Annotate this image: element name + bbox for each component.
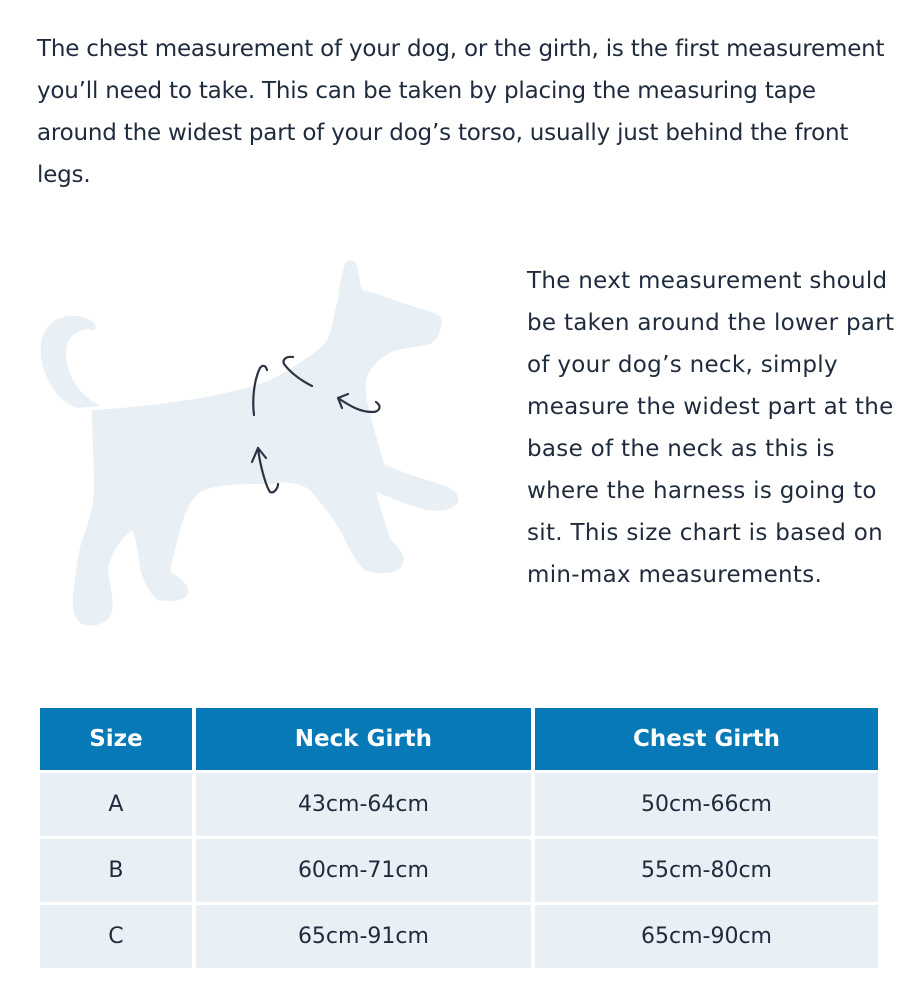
table-header-row [40, 708, 878, 770]
neck-girth-cell: 65cm-91cm [196, 905, 531, 968]
chest-girth-cell: 65cm-90cm [535, 905, 878, 968]
neck-girth-cell: 43cm-64cm [196, 773, 531, 836]
column-header-chest-girth: Chest Girth [535, 708, 878, 770]
side-paragraph: The next measurement should be taken around the lower part of your dog’s neck, simply measure the widest part at the base of the neck as this is where the harness is going to sit. This size chart is based on min-max measurements. [527, 268, 895, 588]
dog-measurement-illustration [20, 240, 500, 660]
table-row [40, 773, 878, 836]
column-header-neck-girth: Neck Girth [196, 708, 531, 770]
neck-girth-cell: 60cm-71cm [196, 839, 531, 902]
dog-tail [41, 316, 100, 408]
intro-paragraph: The chest measurement of your dog, or the girth, is the first measurement you’ll need to take. This can be taken by placing the measuring tape around the widest part of your dog’s torso, usually just behind the front legs. [37, 36, 885, 188]
table-row [40, 905, 878, 968]
dog-body [73, 260, 458, 625]
dog-silhouette-icon [20, 240, 500, 660]
table-row [40, 839, 878, 902]
size-cell: B [40, 839, 192, 902]
size-cell: C [40, 905, 192, 968]
size-chart-table [36, 705, 882, 971]
column-header-size: Size [40, 708, 192, 770]
chest-girth-cell: 55cm-80cm [535, 839, 878, 902]
size-cell: A [40, 773, 192, 836]
chest-girth-cell: 50cm-66cm [535, 773, 878, 836]
